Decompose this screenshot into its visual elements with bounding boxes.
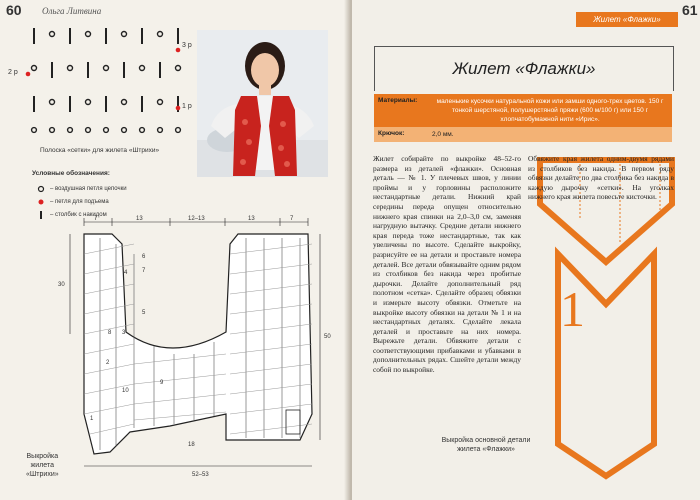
instructions-col-2: Обвяжите края жилета одним-двумя рядами из столбиков без накида. В первом ряду обвязки делайте по два столбика без накида в каждую дырочку «сетки». На уголках нижнего края жилета повесьте кисточки.	[528, 154, 674, 202]
piece-num: 9	[160, 380, 164, 386]
dim-top-4: 13	[248, 216, 255, 222]
dim-side-left: 30	[58, 282, 65, 288]
dim-side-right: 50	[324, 334, 331, 340]
dim-top-3: 12–13	[188, 216, 205, 222]
legend-item: – столбик с накидом	[50, 211, 107, 218]
piece-num: 5	[142, 310, 146, 316]
left-page	[0, 0, 348, 500]
vest-pattern-diagram	[50, 214, 340, 484]
piece-num: 10	[122, 388, 129, 394]
piece-num: 7	[142, 268, 146, 274]
diagram-caption: Выкройка основной детали жилета «Флажки»	[441, 437, 531, 453]
piece-num: 3	[122, 330, 126, 336]
hook-label: Крючок:	[378, 130, 405, 137]
materials-row	[374, 94, 672, 127]
author-name: Ольга Литвина	[42, 6, 102, 16]
hook-row	[374, 127, 672, 142]
mesh-row-3: 3 р	[182, 42, 192, 49]
flag-piece-diagram	[520, 154, 680, 484]
mesh-row-1: 1 р	[182, 103, 192, 110]
materials-label: Материалы:	[378, 97, 418, 104]
legend-title: Условные обозначения:	[32, 170, 110, 177]
mesh-caption: Полоска «сетки» для жилета «Штрихи»	[40, 147, 160, 154]
diagram-number: 1	[560, 281, 585, 337]
right-page-number: 61	[682, 2, 698, 18]
piece-num: 2	[106, 360, 110, 366]
piece-num: 8	[108, 330, 112, 336]
mesh-row-2: 2 р	[8, 69, 18, 76]
piece-num: 4	[124, 270, 128, 276]
legend-item: – петля для подъема	[32, 195, 127, 208]
legend-item: – воздушная петля цепочки	[32, 182, 127, 195]
article-title: Жилет «Флажки»	[374, 46, 674, 91]
dim-top-2: 13	[136, 216, 143, 222]
materials-table	[374, 94, 672, 142]
left-page-number: 60	[6, 2, 22, 18]
dim-top-5: 7	[290, 216, 294, 222]
materials-value: маленькие кусочки натуральной кожи или замши одного-трех цветов. 150 г тонкой шерстяной, полушерстяной пряжи (600 м/100 г) или 150 г хлопчатобумажной нити «Ирис».	[436, 98, 664, 123]
pattern-caption: Выкройка жилета «Штрихи»	[26, 453, 59, 478]
dim-top-1: 7	[94, 216, 98, 222]
hook-value: 2,0 мм.	[432, 131, 454, 138]
mesh-chart	[8, 22, 192, 142]
instructions-col-1: Жилет собирайте по выкройке 48–52-го размера из деталей «флажки». Основная деталь — № 1. У плечевых швов, у линии проймы и у горловины расположите нестандартные детали. Нижний край середины переда опущен относительно нижнего края спинки на 2,0–3,0 см, заменяя нагрудную вытачку. Средние детали нижнего края переда тоже нестандартные, так как увеличены по высоте. Сделайте выкройку, разрисуйте ее на детали и проставьте номера деталей. Все детали обвязывайте одним рядом из столбиков без накида через пробитые дырочки. Делайте дополнительный ряд полотном «сетка». Сделайте образец обвязки и измерьте высоту обвязки. Отметьте на выкройке высоту обвязки на детали № 1 и на нестандартных деталях. Сделайте лекала деталей и проставьте на них номера. Вырежьте детали. Обвяжите детали с соответствующими прибавками и убавками в дополнительных рядах. Сшейте детали между собой по выкройке.	[373, 154, 521, 375]
piece-num: 1	[90, 416, 94, 422]
piece-num: 6	[142, 254, 146, 260]
model-photo	[197, 30, 328, 177]
dim-bottom: 52–53	[192, 472, 209, 478]
dim-side-bottom: 18	[188, 442, 195, 448]
running-header: Жилет «Флажки»	[576, 12, 678, 27]
